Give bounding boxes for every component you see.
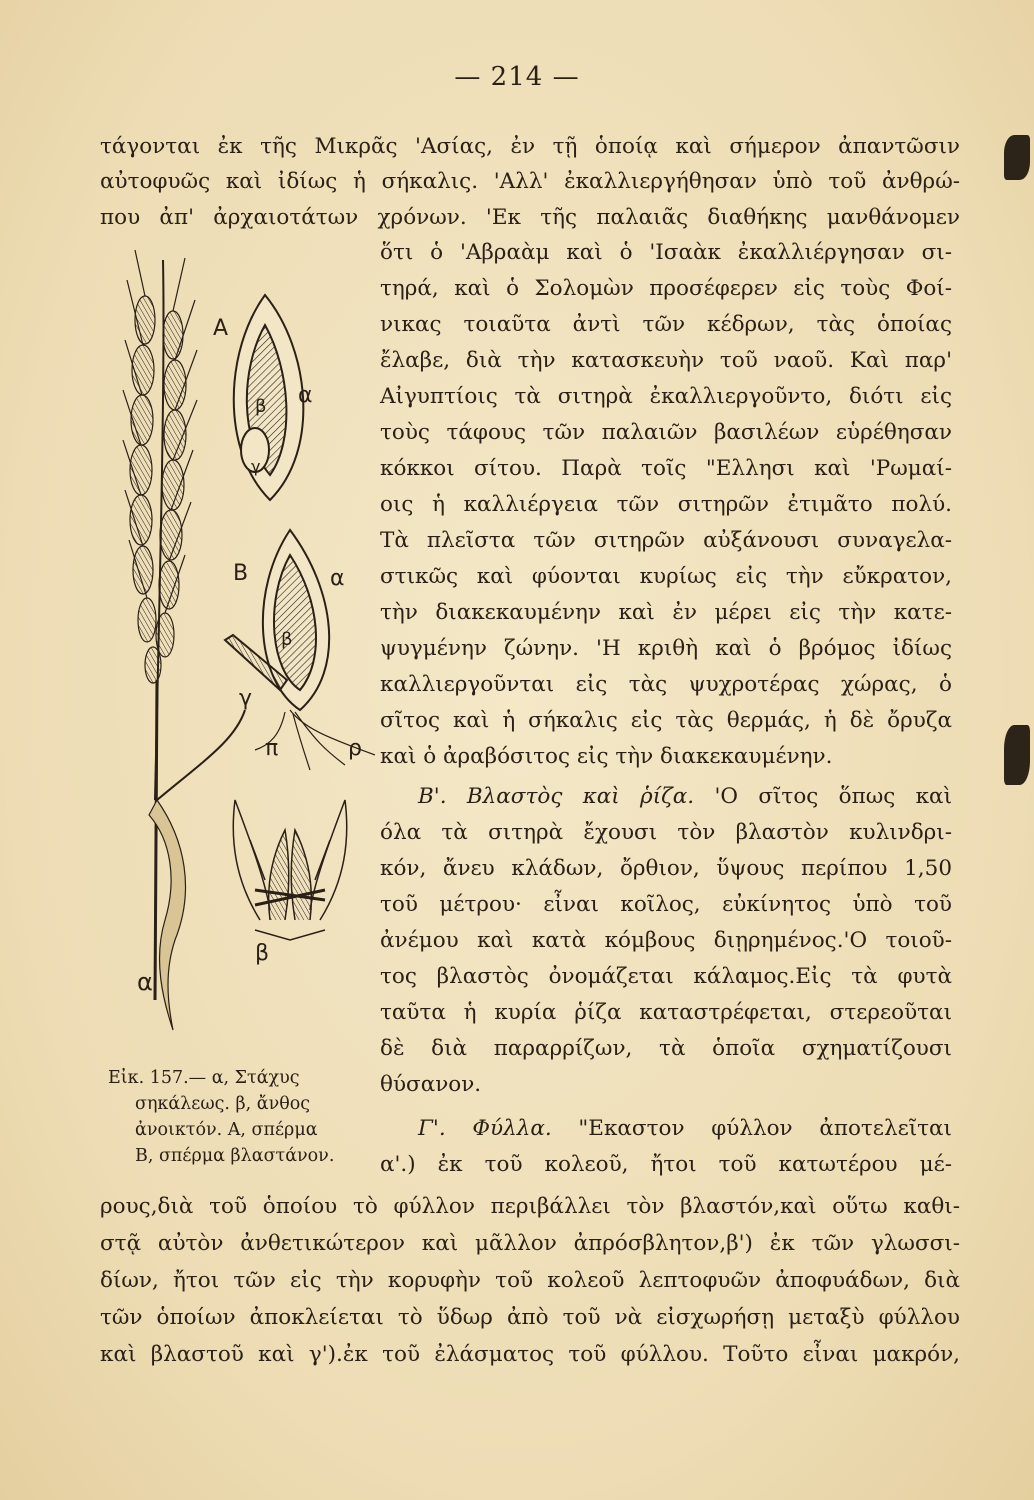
text-line: τοῦ μέτρου· εἶναι κοῖλος, εὐκίνητος ὑπὸ τοῦ (380, 892, 952, 917)
label-gamma: γ (251, 457, 261, 476)
label-alpha: α (137, 968, 153, 996)
text-line: ἀνέμου καὶ κατὰ κόμβους διῃρημένος.'Ο τοιοῦ- (380, 928, 952, 953)
text-line: που ἀπ' ἀρχαιοτάτων χρόνων. 'Εκ τῆς παλαιᾶς διαθήκης μανθάνομεν (100, 205, 960, 230)
label-beta: β (255, 396, 267, 417)
text-line: αὐτοφυῶς καὶ ἰδίως ἡ σήκαλις. 'Αλλ' ἐκαλλιεργήθησαν ὑπὸ τοῦ ἀνθρώ- (100, 169, 960, 194)
text-line: καὶ ὁ ἀραβόσιτος εἰς τὴν διακεκαυμένην. (380, 744, 833, 769)
text-line: τοὺς τάφους τῶν παλαιῶν βασιλέων εὑρέθησαν (380, 420, 952, 445)
text-line: ψυγμένην ζώνην. 'Η κριθὴ καὶ ὁ βρόμος ἰδίως (380, 636, 952, 661)
label-A: A (213, 316, 229, 341)
text-line: α'.) ἐκ τοῦ κολεοῦ, ἤτοι τοῦ κατωτέρου μέ- (380, 1152, 952, 1177)
figure-caption-line: σηκάλεως. β, ἄνθος (135, 1094, 311, 1114)
text-line: θύσανον. (380, 1072, 482, 1097)
figure-caption-line: Εἰκ. 157.— α, Στάχυς (108, 1068, 300, 1088)
label-beta: β (281, 629, 293, 650)
text-line: τηρά, καὶ ὁ Σολομὼν προσέφερεν εἰς τοὺς Φοί- (380, 276, 952, 301)
text-line: τὴν διακεκαυμένην καὶ ἐν μέρει εἰς τὴν κατε- (380, 600, 952, 625)
label-alpha: α (298, 383, 313, 408)
heading-g-rest: "Εκαστον φύλλον ἀποτελεῖται (578, 1116, 952, 1141)
text-line: κόν, ἄνευ κλάδων, ὄρθιον, ὕψους περίπου 1,50 (380, 856, 952, 881)
text-line: δὲ διὰ παραρρίζων, τὰ ὁποῖα σχηματίζουσι (380, 1036, 952, 1061)
text-line: ἔλαβε, διὰ τὴν κατασκευὴν τοῦ ναοῦ. Καὶ παρ' (380, 348, 952, 373)
text-line: δίων, ἤτοι τῶν εἰς τὴν κορυφὴν τοῦ κολεοῦ λεπτοφυῶν ἀποφυάδων, διὰ (100, 1268, 960, 1293)
heading-b-title: Β'. Βλαστὸς καὶ ῥίζα. (418, 784, 695, 809)
text-line: τος βλαστὸς ὀνομάζεται κάλαμος.Εἰς τὰ φυτὰ (380, 964, 952, 989)
page-number: — 214 — (454, 62, 580, 92)
label-alpha: α (330, 566, 345, 591)
open-flower (233, 800, 346, 940)
text-line: ρους,διὰ τοῦ ὁποίου τὸ φύλλον περιβάλλει τὸν βλαστόν,καὶ οὕτω καθι- (100, 1194, 960, 1219)
text-line: κόκκοι σίτου. Παρὰ τοῖς "Ελλησι καὶ 'Ρωμαί- (380, 456, 952, 481)
text-line: καὶ βλαστοῦ καὶ γ').ἐκ τοῦ ἐλάσματος τοῦ φύλλου. Τοῦτο εἶναι μακρόν, (100, 1342, 960, 1367)
seed-a (234, 295, 304, 500)
text-line: στικῶς καὶ φύονται κυρίως εἰς τὴν εὔκρατον, (380, 564, 952, 589)
section-heading-b (418, 782, 952, 812)
text-line: Τὰ πλεῖστα τῶν σιτηρῶν αὐξάνουσι συναγελα- (380, 528, 952, 553)
label-pi: π (265, 736, 279, 761)
figure-caption-line: Β, σπέρμα βλαστάνον. (135, 1146, 335, 1166)
section-heading-g (418, 1114, 952, 1144)
label-B: B (233, 561, 249, 586)
ink-stain (1004, 135, 1030, 180)
text-line: ὅτι ὁ 'Αβραὰμ καὶ ὁ 'Ισαὰκ ἐκαλλιέργησαν σι- (380, 240, 952, 265)
text-line: Αἰγυπτίοις τὰ σιτηρὰ ἐκαλλιεργοῦντο, διότι εἰς (380, 384, 952, 409)
label-beta: β (255, 941, 270, 966)
label-rho: ρ (348, 736, 362, 761)
text-line: οις ἡ καλλιέργεια τῶν σιτηρῶν ἐτιμᾶτο πολύ. (380, 492, 952, 517)
text-line: καλλιεργοῦνται εἰς τὰς ψυχροτέρας χώρας, ὁ (380, 672, 952, 697)
text-line: στᾷ αὐτὸν ἀνθετικώτερον καὶ μᾶλλον ἀπρόσβλητον,β') ἐκ τῶν γλωσσι- (100, 1231, 960, 1256)
heading-g-title: Γ'. Φύλλα. (418, 1116, 552, 1141)
figure-caption-line: ἀνοικτόν. Α, σπέρμα (135, 1120, 318, 1140)
text-line: νικας τοιαῦτα ἀντὶ τῶν κέδρων, τὰς ὁποίας (380, 312, 952, 337)
label-gamma: γ (239, 686, 253, 711)
text-line: τάγονται ἐκ τῆς Μικρᾶς 'Ασίας, ἐν τῇ ὁποίᾳ καὶ σήμερον ἀπαντῶσιν (100, 134, 960, 159)
text-line: τῶν ὁποίων ἀποκλείεται τὸ ὕδωρ ἀπὸ τοῦ νὰ εἰσχωρήσῃ μεταξὺ φύλλου (100, 1305, 960, 1330)
text-line: ταῦτα ἡ κυρία ῥίζα καταστρέφεται, στερεοῦται (380, 1000, 952, 1025)
text-line: σῖτος καὶ ἡ σήκαλις εἰς τὰς θερμάς, ἡ δὲ ὄρυζα (380, 708, 952, 733)
heading-b-rest: 'Ο σῖτος ὅπως καὶ (714, 784, 952, 809)
ink-stain (1004, 725, 1030, 785)
text-line: όλα τὰ σιτηρὰ ἔχουσι τὸν βλαστὸν κυλινδρι- (380, 820, 952, 845)
rye-illustration (105, 240, 380, 1040)
